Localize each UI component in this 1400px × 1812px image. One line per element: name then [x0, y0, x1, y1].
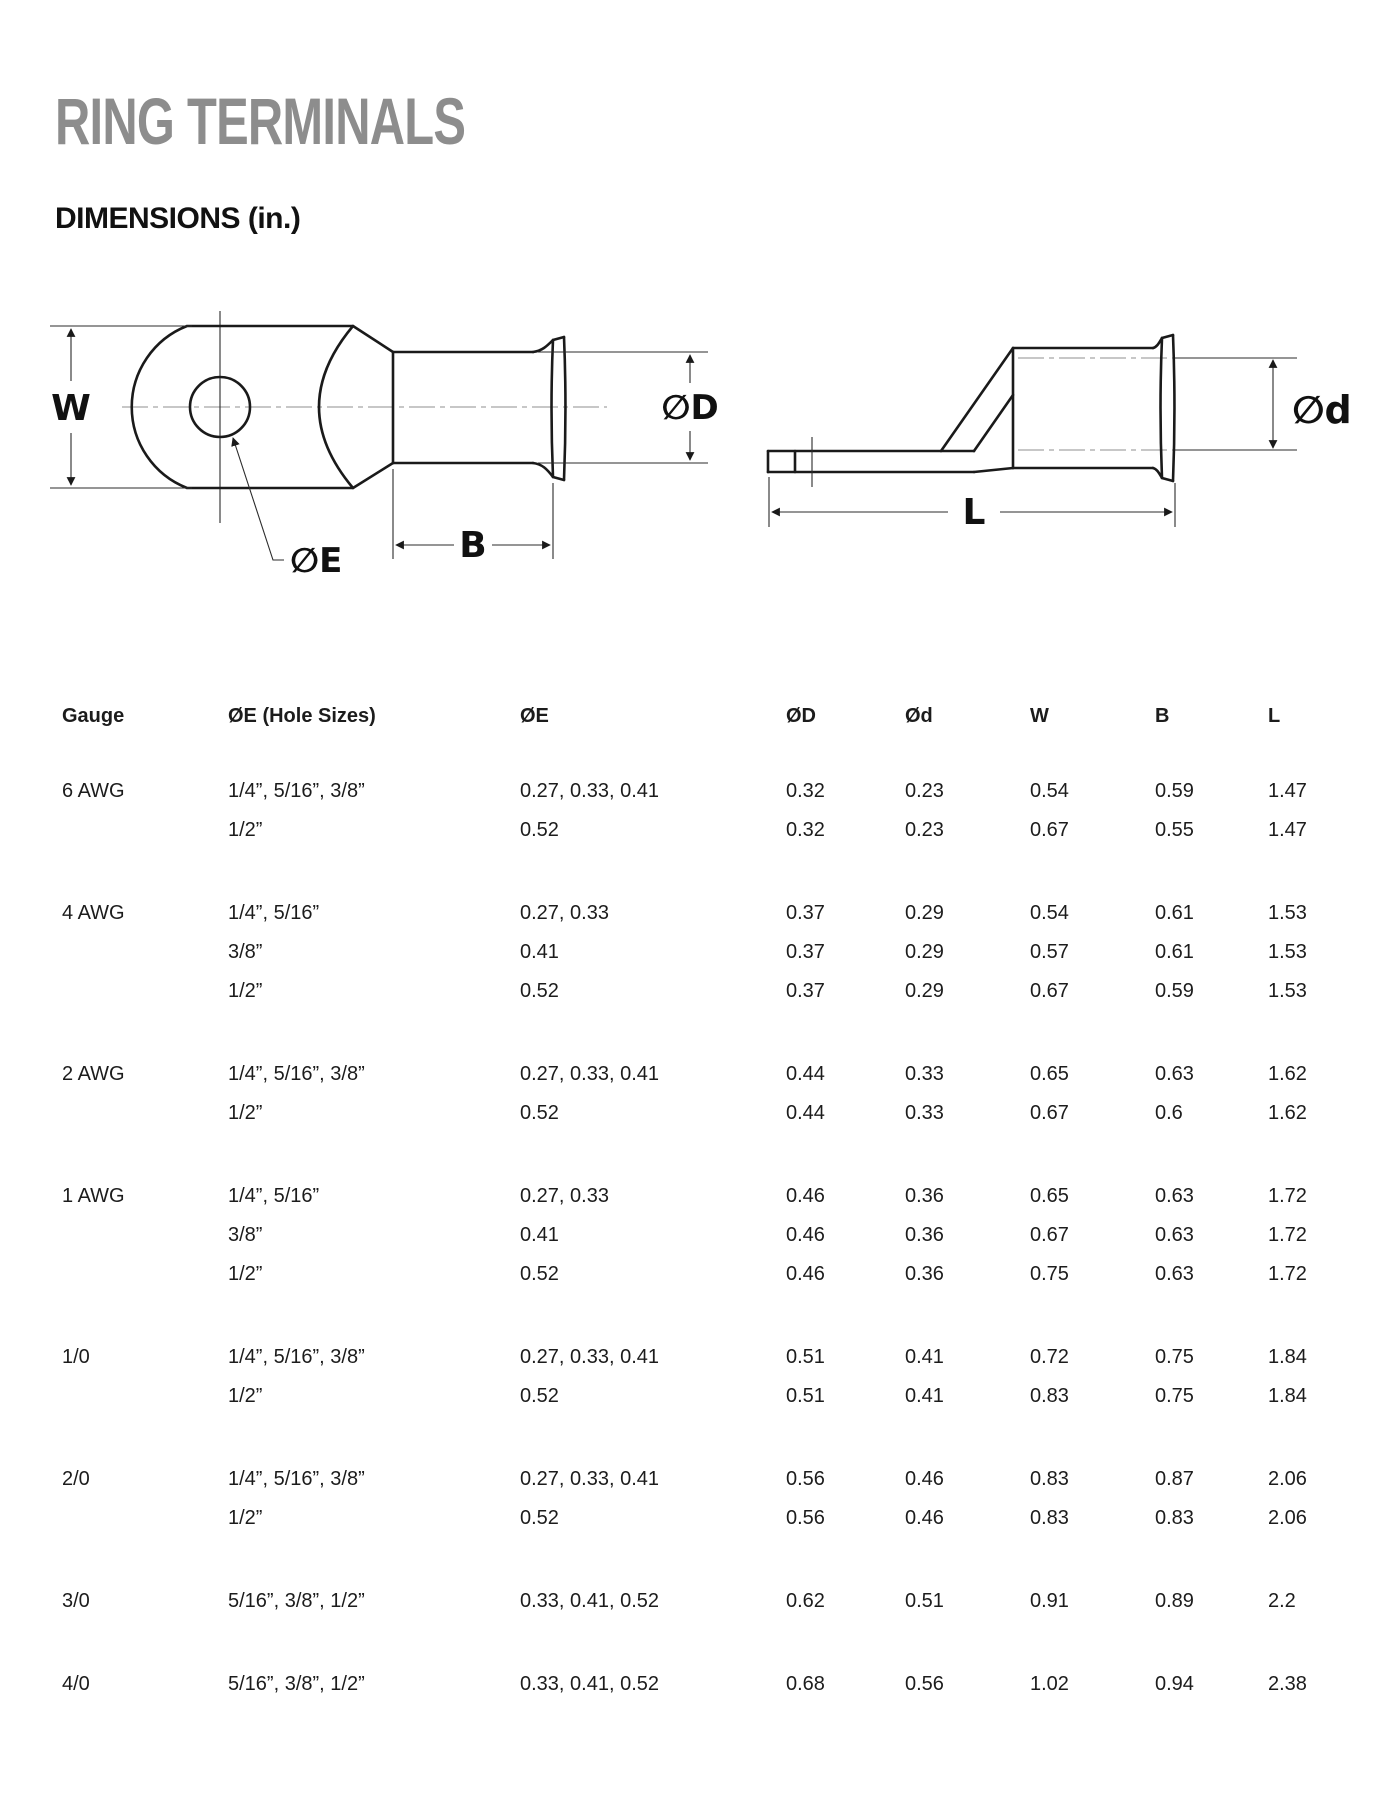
cell-od: 0.32 [786, 780, 825, 802]
cell-id: 0.46 [905, 1468, 944, 1490]
cell-oe: 0.33, 0.41, 0.52 [520, 1673, 660, 1695]
table-row [62, 1338, 1360, 1377]
cell-id: 0.23 [905, 780, 944, 802]
table-row [62, 1255, 1360, 1294]
cell-hole-sizes: 1/4”, 5/16”, 3/8” [228, 1063, 365, 1085]
cone-inner-edge [974, 395, 1013, 451]
cell-l: 2.06 [1268, 1507, 1307, 1529]
page-title: RING TERMINALS [55, 84, 466, 158]
cell-b: 0.59 [1155, 980, 1194, 1002]
cell-w: 0.57 [1030, 941, 1069, 963]
cell-hole-sizes: 3/8” [228, 1224, 263, 1246]
table-row [62, 933, 1360, 972]
cell-gauge [62, 1255, 228, 1294]
cell-gauge [62, 1499, 228, 1538]
cell-id: 0.29 [905, 980, 944, 1002]
cell-hole-sizes: 5/16”, 3/8”, 1/2” [228, 1590, 365, 1612]
cell-oe: 0.52 [520, 1385, 559, 1407]
cell-gauge: 1 AWG [62, 1185, 125, 1207]
cell-id: 0.36 [905, 1224, 944, 1246]
cell-b: 0.63 [1155, 1185, 1194, 1207]
table-row [62, 1094, 1360, 1133]
table-row [62, 1216, 1360, 1255]
cell-od: 0.37 [786, 941, 825, 963]
table-row [62, 772, 1360, 811]
cell-hole-sizes: 1/2” [228, 1507, 263, 1529]
table-group [62, 1177, 1360, 1294]
cell-od: 0.44 [786, 1102, 825, 1124]
cell-od: 0.51 [786, 1346, 825, 1368]
dim-label-inner-diameter: ∅d [1292, 388, 1352, 432]
dim-label-outer-diameter: ∅D [661, 388, 719, 428]
cell-l: 1.72 [1268, 1263, 1307, 1285]
dim-label-overall-length: L [962, 492, 986, 533]
cell-od: 0.62 [786, 1590, 825, 1612]
cell-b: 0.87 [1155, 1468, 1194, 1490]
cell-w: 0.67 [1030, 1224, 1069, 1246]
flare-bottom [533, 463, 553, 477]
cell-oe: 0.27, 0.33, 0.41 [520, 780, 660, 802]
cell-gauge: 3/0 [62, 1590, 90, 1612]
flare-rim-outer [1173, 335, 1175, 481]
cell-w: 0.67 [1030, 1102, 1069, 1124]
column-header-hole-sizes: ØE (Hole Sizes) [228, 705, 376, 727]
cell-id: 0.29 [905, 902, 944, 924]
cell-b: 0.63 [1155, 1063, 1194, 1085]
table-row [62, 1377, 1360, 1416]
cell-b: 0.63 [1155, 1263, 1194, 1285]
cell-gauge [62, 1094, 228, 1133]
dimension-table-body [62, 772, 1360, 1704]
cell-od: 0.51 [786, 1385, 825, 1407]
cell-w: 0.54 [1030, 902, 1069, 924]
column-header-w: W [1030, 705, 1049, 727]
cell-oe: 0.41 [520, 941, 559, 963]
dim-label-hole-diameter: ∅E [290, 541, 343, 575]
oe-leader-line [233, 438, 284, 560]
flare-rim-inner [1161, 338, 1163, 478]
cell-w: 0.75 [1030, 1263, 1069, 1285]
cell-gauge [62, 933, 228, 972]
cell-l: 1.53 [1268, 980, 1307, 1002]
cell-id: 0.33 [905, 1063, 944, 1085]
cell-b: 0.61 [1155, 902, 1194, 924]
cell-hole-sizes: 1/4”, 5/16”, 3/8” [228, 780, 365, 802]
cell-od: 0.68 [786, 1673, 825, 1695]
cell-hole-sizes: 1/4”, 5/16”, 3/8” [228, 1346, 365, 1368]
cell-gauge: 1/0 [62, 1346, 90, 1368]
flare-rim-outer [564, 337, 566, 480]
cell-w: 0.83 [1030, 1468, 1069, 1490]
cell-hole-sizes: 3/8” [228, 941, 263, 963]
cell-od: 0.46 [786, 1263, 825, 1285]
cell-hole-sizes: 1/4”, 5/16” [228, 902, 320, 924]
dim-label-barrel-length: B [459, 525, 487, 566]
table-row [62, 811, 1360, 850]
cell-id: 0.36 [905, 1263, 944, 1285]
cell-hole-sizes: 1/2” [228, 980, 263, 1002]
cell-id: 0.46 [905, 1507, 944, 1529]
cell-w: 0.72 [1030, 1346, 1069, 1368]
cell-b: 0.94 [1155, 1673, 1194, 1695]
cell-oe: 0.52 [520, 1507, 559, 1529]
cell-od: 0.56 [786, 1468, 825, 1490]
section-heading: DIMENSIONS (in.) [55, 202, 301, 235]
cell-l: 1.84 [1268, 1346, 1307, 1368]
cell-l: 1.47 [1268, 780, 1307, 802]
cell-l: 1.62 [1268, 1102, 1307, 1124]
column-header-od: ØD [786, 705, 816, 727]
cell-gauge [62, 1216, 228, 1255]
cell-oe: 0.27, 0.33, 0.41 [520, 1346, 660, 1368]
flare-rim-inner [552, 340, 554, 477]
cell-hole-sizes: 1/2” [228, 819, 263, 841]
cell-id: 0.33 [905, 1102, 944, 1124]
cell-w: 1.02 [1030, 1673, 1069, 1695]
cell-l: 1.53 [1268, 902, 1307, 924]
cell-b: 0.63 [1155, 1224, 1194, 1246]
cell-b: 0.83 [1155, 1507, 1194, 1529]
column-header-gauge: Gauge [62, 705, 125, 727]
cell-od: 0.56 [786, 1507, 825, 1529]
cell-oe: 0.52 [520, 1263, 559, 1285]
cell-gauge [62, 1377, 228, 1416]
cell-id: 0.56 [905, 1673, 944, 1695]
dim-label-w: W [51, 388, 91, 429]
table-row [62, 1582, 1360, 1621]
cone-lower-edge [974, 468, 1013, 472]
table-group [62, 1460, 1360, 1538]
table-row [62, 894, 1360, 933]
cell-l: 1.62 [1268, 1063, 1307, 1085]
table-group [62, 772, 1360, 850]
cell-od: 0.32 [786, 819, 825, 841]
cell-od: 0.46 [786, 1224, 825, 1246]
cell-oe: 0.52 [520, 980, 559, 1002]
column-header-l: L [1268, 705, 1281, 727]
column-header-id: Ød [905, 705, 933, 727]
cell-b: 0.6 [1155, 1102, 1183, 1124]
cell-id: 0.36 [905, 1185, 944, 1207]
dimension-table [62, 697, 1360, 1704]
cell-gauge: 6 AWG [62, 780, 125, 802]
cell-od: 0.37 [786, 980, 825, 1002]
cell-l: 2.2 [1268, 1590, 1296, 1612]
table-header-row [62, 697, 1360, 736]
cell-id: 0.51 [905, 1590, 944, 1612]
cell-od: 0.37 [786, 902, 825, 924]
ring-terminal-top-view-drawing [30, 255, 730, 575]
cell-b: 0.89 [1155, 1590, 1194, 1612]
table-group [62, 1055, 1360, 1133]
cell-id: 0.41 [905, 1346, 944, 1368]
cell-od: 0.46 [786, 1185, 825, 1207]
cell-gauge [62, 811, 228, 850]
cell-oe: 0.27, 0.33, 0.41 [520, 1468, 660, 1490]
cell-b: 0.75 [1155, 1385, 1194, 1407]
cell-w: 0.83 [1030, 1507, 1069, 1529]
cell-gauge: 2/0 [62, 1468, 90, 1490]
cell-gauge [62, 972, 228, 1011]
cell-oe: 0.33, 0.41, 0.52 [520, 1590, 660, 1612]
table-row [62, 1499, 1360, 1538]
table-row [62, 1055, 1360, 1094]
cell-w: 0.67 [1030, 980, 1069, 1002]
cell-l: 1.53 [1268, 941, 1307, 963]
cell-hole-sizes: 1/4”, 5/16”, 3/8” [228, 1468, 365, 1490]
cell-l: 1.47 [1268, 819, 1307, 841]
cell-gauge: 4 AWG [62, 902, 125, 924]
cell-b: 0.55 [1155, 819, 1194, 841]
cell-hole-sizes: 1/2” [228, 1385, 263, 1407]
column-header-oe: ØE [520, 705, 549, 727]
cell-l: 1.84 [1268, 1385, 1307, 1407]
cell-w: 0.54 [1030, 780, 1069, 802]
cell-od: 0.44 [786, 1063, 825, 1085]
cell-b: 0.75 [1155, 1346, 1194, 1368]
cell-hole-sizes: 1/2” [228, 1102, 263, 1124]
table-row [62, 1177, 1360, 1216]
cell-oe: 0.41 [520, 1224, 559, 1246]
table-row [62, 1460, 1360, 1499]
column-header-b: B [1155, 705, 1170, 727]
table-group [62, 894, 1360, 1011]
cell-gauge: 2 AWG [62, 1063, 125, 1085]
cell-id: 0.23 [905, 819, 944, 841]
cell-b: 0.61 [1155, 941, 1194, 963]
cell-b: 0.59 [1155, 780, 1194, 802]
flare-rim-tips [1162, 335, 1173, 481]
cell-oe: 0.52 [520, 1102, 559, 1124]
table-row [62, 972, 1360, 1011]
table-group [62, 1665, 1360, 1704]
flare-rim-tips [553, 337, 564, 480]
cell-hole-sizes: 5/16”, 3/8”, 1/2” [228, 1673, 365, 1695]
cell-id: 0.29 [905, 941, 944, 963]
table-group [62, 1338, 1360, 1416]
cone-upper-edge [941, 348, 1013, 451]
table-group [62, 1582, 1360, 1621]
cell-l: 2.38 [1268, 1673, 1307, 1695]
cell-w: 0.83 [1030, 1385, 1069, 1407]
cell-w: 0.67 [1030, 819, 1069, 841]
cell-id: 0.41 [905, 1385, 944, 1407]
flare-top [533, 340, 553, 352]
cell-hole-sizes: 1/4”, 5/16” [228, 1185, 320, 1207]
cell-gauge: 4/0 [62, 1673, 90, 1695]
cell-hole-sizes: 1/2” [228, 1263, 263, 1285]
cell-oe: 0.27, 0.33, 0.41 [520, 1063, 660, 1085]
ring-terminal-side-view-drawing [740, 255, 1380, 585]
cell-oe: 0.27, 0.33 [520, 902, 609, 924]
cell-w: 0.91 [1030, 1590, 1069, 1612]
cell-l: 1.72 [1268, 1185, 1307, 1207]
cell-oe: 0.27, 0.33 [520, 1185, 609, 1207]
table-row [62, 1665, 1360, 1704]
cell-l: 2.06 [1268, 1468, 1307, 1490]
cell-w: 0.65 [1030, 1063, 1069, 1085]
cell-l: 1.72 [1268, 1224, 1307, 1246]
cell-w: 0.65 [1030, 1185, 1069, 1207]
cell-oe: 0.52 [520, 819, 559, 841]
